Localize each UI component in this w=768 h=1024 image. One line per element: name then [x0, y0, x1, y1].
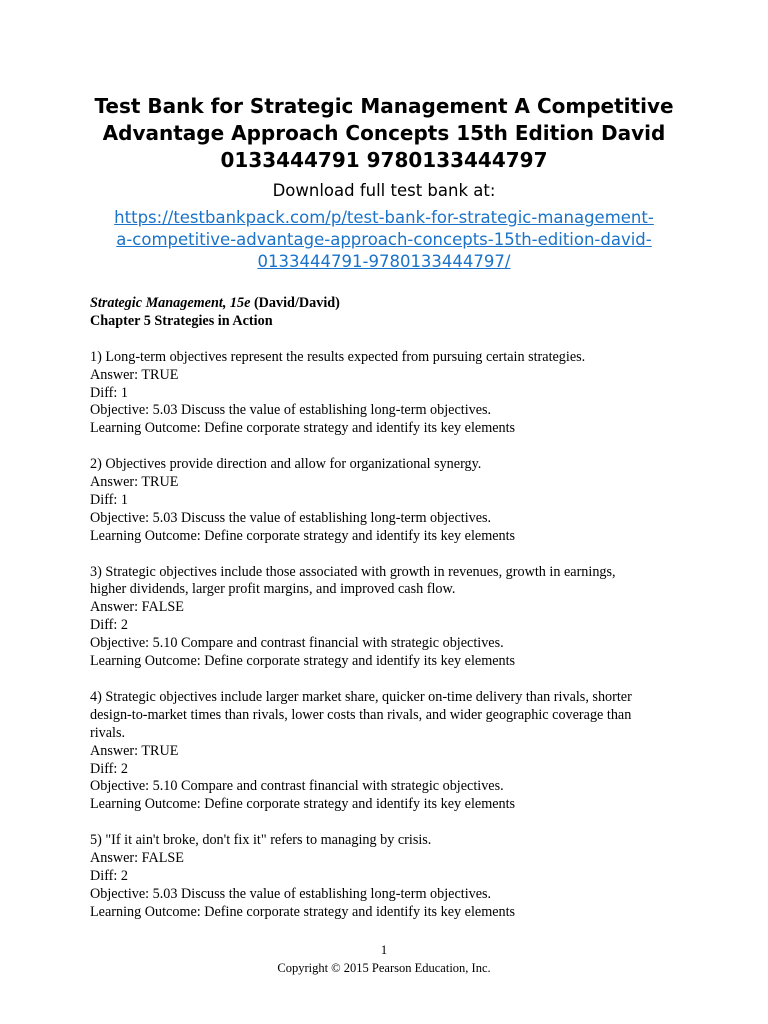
question-objective: Objective: 5.03 Discuss the value of establishing long-term objectives. [90, 402, 492, 419]
document-body [90, 295, 690, 922]
book-title: Strategic Management, 15e [90, 295, 251, 311]
question-answer: Answer: TRUE [90, 742, 179, 759]
question-learning-outcome: Learning Outcome: Define corporate strategy and identify its key elements [90, 796, 516, 813]
question-difficulty: Diff: 2 [90, 760, 128, 777]
question-text: 2) Objectives provide direction and allow for organizational synergy. [90, 456, 482, 473]
download-link[interactable] [40, 207, 728, 273]
question-difficulty: Diff: 1 [90, 491, 128, 508]
download-text: Download full test bank at: [272, 181, 496, 200]
question-answer: Answer: FALSE [90, 599, 184, 616]
question-item [90, 689, 690, 814]
link-line[interactable]: https://testbankpack.com/p/test-bank-for-strategic-management- [114, 208, 654, 227]
question-difficulty: Diff: 1 [90, 384, 128, 401]
question-learning-outcome: Learning Outcome: Define corporate strategy and identify its key elements [90, 653, 516, 670]
question-learning-outcome: Learning Outcome: Define corporate strategy and identify its key elements [90, 903, 516, 920]
question-text: higher dividends, larger profit margins, and improved cash flow. [90, 581, 456, 598]
book-heading [90, 295, 690, 313]
question-item [90, 456, 690, 546]
question-text: 1) Long-term objectives represent the results expected from pursuing certain strategies. [90, 348, 586, 365]
question-item [90, 564, 690, 671]
question-objective: Objective: 5.10 Compare and contrast financial with strategic objectives. [90, 635, 504, 652]
question-answer: Answer: TRUE [90, 474, 179, 491]
question-list [90, 349, 690, 922]
question-item [90, 349, 690, 439]
question-objective: Objective: 5.10 Compare and contrast financial with strategic objectives. [90, 778, 504, 795]
title-line: Advantage Approach Concepts 15th Edition David [102, 121, 666, 145]
question-text: 3) Strategic objectives include those associated with growth in revenues, growth in earnings, [90, 563, 616, 580]
title-line: Test Bank for Strategic Management A Competitive [94, 94, 674, 118]
question-text: 5) "If it ain't broke, don't fix it" refers to managing by crisis. [90, 832, 432, 849]
question-learning-outcome: Learning Outcome: Define corporate strategy and identify its key elements [90, 420, 516, 437]
page-number: 1 [380, 943, 388, 957]
question-objective: Objective: 5.03 Discuss the value of establishing long-term objectives. [90, 509, 492, 526]
question-answer: Answer: TRUE [90, 366, 179, 383]
question-answer: Answer: FALSE [90, 850, 184, 867]
question-text: design-to-market times than rivals, lower costs than rivals, and wider geographic coverage than [90, 706, 632, 723]
copyright-notice: Copyright © 2015 Pearson Education, Inc. [277, 961, 491, 975]
question-difficulty: Diff: 2 [90, 867, 128, 884]
question-text: 4) Strategic objectives include larger market share, quicker on-time delivery than rivals, shorter [90, 688, 632, 705]
question-item [90, 832, 690, 922]
link-line[interactable]: a-competitive-advantage-approach-concepts-15th-edition-david- [116, 230, 652, 249]
title-line: 0133444791 9780133444797 [220, 148, 548, 172]
question-difficulty: Diff: 2 [90, 617, 128, 634]
link-line[interactable]: 0133444791-9780133444797/ [257, 252, 511, 271]
book-authors: (David/David) [250, 295, 340, 311]
question-objective: Objective: 5.03 Discuss the value of establishing long-term objectives. [90, 885, 492, 902]
document-title [40, 93, 728, 174]
chapter-heading: Chapter 5 Strategies in Action [90, 312, 273, 329]
question-learning-outcome: Learning Outcome: Define corporate strategy and identify its key elements [90, 527, 516, 544]
question-text: rivals. [90, 724, 126, 741]
